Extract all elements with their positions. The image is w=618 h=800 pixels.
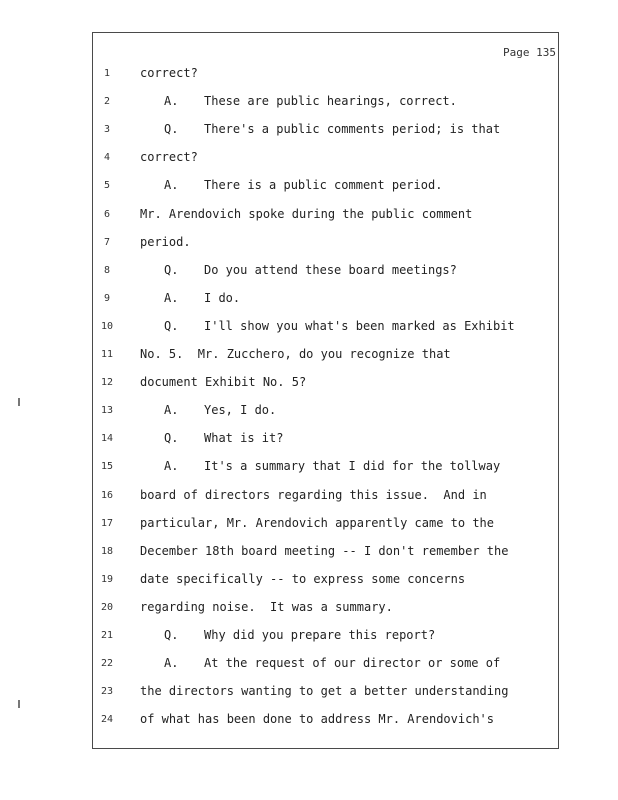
line-text: These are public hearings, correct. <box>204 94 457 109</box>
speaker-label: Q. <box>164 628 179 642</box>
line-number: 24 <box>100 714 114 726</box>
line-text: document Exhibit No. 5? <box>140 375 307 390</box>
speaker-label: A. <box>164 403 179 418</box>
transcript-line <box>0 628 618 646</box>
transcript-line <box>0 319 618 337</box>
line-text: date specifically -- to express some concerns <box>140 571 466 586</box>
line-text-wrap <box>140 488 487 502</box>
line-number: 3 <box>103 124 111 136</box>
line-text: December 18th board meeting -- I don't remember the <box>140 543 509 558</box>
line-text: What is it? <box>204 431 284 446</box>
line-text-wrap <box>164 319 515 333</box>
line-text-wrap <box>140 375 306 389</box>
transcript-line <box>0 150 618 168</box>
transcript-line <box>0 600 618 618</box>
transcript-line <box>0 431 618 449</box>
line-text-wrap <box>164 94 457 108</box>
transcript-line <box>0 684 618 702</box>
line-number: 19 <box>100 573 114 585</box>
line-text: particular, Mr. Arendovich apparently came to the <box>140 515 495 530</box>
speaker-label: Q. <box>164 431 179 446</box>
transcript-line <box>0 572 618 590</box>
page-number: Page 135 <box>503 46 556 59</box>
line-number: 13 <box>100 405 114 417</box>
line-number: 11 <box>100 349 114 360</box>
line-text-wrap <box>140 684 508 698</box>
line-text-wrap <box>140 712 494 726</box>
transcript-line <box>0 207 618 225</box>
line-number: 16 <box>100 489 114 501</box>
speaker-label: Q. <box>164 318 179 333</box>
line-text-wrap <box>140 347 451 361</box>
line-number: 15 <box>100 461 114 473</box>
transcript-line <box>0 178 618 196</box>
speaker-label: A. <box>164 178 179 193</box>
line-text-wrap <box>164 459 500 473</box>
transcript-line <box>0 263 618 281</box>
line-text: correct? <box>140 150 198 165</box>
line-text-wrap <box>140 150 198 164</box>
line-text: There is a public comment period. <box>204 178 443 193</box>
line-text: There's a public comments period; is that <box>204 122 501 137</box>
line-number: 10 <box>100 320 114 332</box>
line-text-wrap <box>164 656 500 670</box>
line-number: 1 <box>103 68 111 79</box>
line-number: 14 <box>100 433 114 445</box>
line-text: correct? <box>140 66 198 80</box>
speaker-label: A. <box>164 656 179 671</box>
line-number: 18 <box>100 545 114 557</box>
line-text: of what has been done to address Mr. Arendovich's <box>140 712 495 727</box>
line-number: 17 <box>100 517 114 529</box>
transcript-line <box>0 235 618 253</box>
line-text: Why did you prepare this report? <box>204 628 436 642</box>
line-text-wrap <box>140 516 494 530</box>
transcript-line <box>0 375 618 393</box>
line-text-wrap <box>164 431 283 445</box>
line-text: Mr. Arendovich spoke during the public comment <box>140 206 473 221</box>
line-number: 21 <box>100 630 114 641</box>
line-number: 5 <box>103 180 111 192</box>
transcript-line <box>0 544 618 562</box>
transcript-line <box>0 66 618 84</box>
line-number: 22 <box>100 658 114 670</box>
line-number: 7 <box>103 236 111 248</box>
transcript-line <box>0 347 618 365</box>
line-text: regarding noise. It was a summary. <box>140 599 393 614</box>
line-text: It's a summary that I did for the tollway <box>204 459 501 474</box>
speaker-label: A. <box>164 290 179 305</box>
line-text: I do. <box>204 290 241 305</box>
line-text-wrap <box>164 263 457 277</box>
line-text-wrap <box>140 66 198 80</box>
line-text-wrap <box>164 178 442 192</box>
transcript-line <box>0 403 618 421</box>
speaker-label: Q. <box>164 262 179 277</box>
transcript-line <box>0 488 618 506</box>
line-text: Yes, I do. <box>204 403 277 418</box>
transcript-line <box>0 712 618 730</box>
line-number: 6 <box>103 208 111 220</box>
transcript-line <box>0 291 618 309</box>
line-number: 23 <box>100 686 114 698</box>
speaker-label: A. <box>164 459 179 474</box>
transcript-line <box>0 459 618 477</box>
line-text-wrap <box>140 207 472 221</box>
transcript-line <box>0 516 618 534</box>
line-number: 12 <box>100 377 114 389</box>
line-text-wrap <box>140 235 191 249</box>
line-text-wrap <box>164 291 240 305</box>
transcript-line <box>0 122 618 140</box>
margin-mark <box>18 398 20 406</box>
speaker-label: A. <box>164 94 179 109</box>
line-text-wrap <box>164 122 500 136</box>
line-text-wrap <box>140 600 393 614</box>
line-number: 8 <box>103 264 111 276</box>
line-number: 2 <box>103 96 111 108</box>
line-text: Do you attend these board meetings? <box>204 262 457 277</box>
line-text-wrap <box>140 572 465 586</box>
line-text: I'll show you what's been marked as Exhibit <box>204 318 515 333</box>
line-text: No. 5. Mr. Zucchero, do you recognize that <box>140 347 451 361</box>
line-text: At the request of our director or some of <box>204 656 501 671</box>
line-text-wrap <box>164 403 276 417</box>
line-number: 9 <box>103 292 111 304</box>
margin-mark <box>18 700 20 708</box>
line-text: the directors wanting to get a better understanding <box>140 684 509 699</box>
transcript-line <box>0 656 618 674</box>
line-number: 20 <box>100 601 114 613</box>
line-text-wrap <box>140 544 508 558</box>
line-text: period. <box>140 234 191 249</box>
line-text: board of directors regarding this issue. And in <box>140 487 487 502</box>
line-text-wrap <box>164 628 435 642</box>
line-number: 4 <box>103 152 111 164</box>
transcript-line <box>0 94 618 112</box>
speaker-label: Q. <box>164 122 179 137</box>
